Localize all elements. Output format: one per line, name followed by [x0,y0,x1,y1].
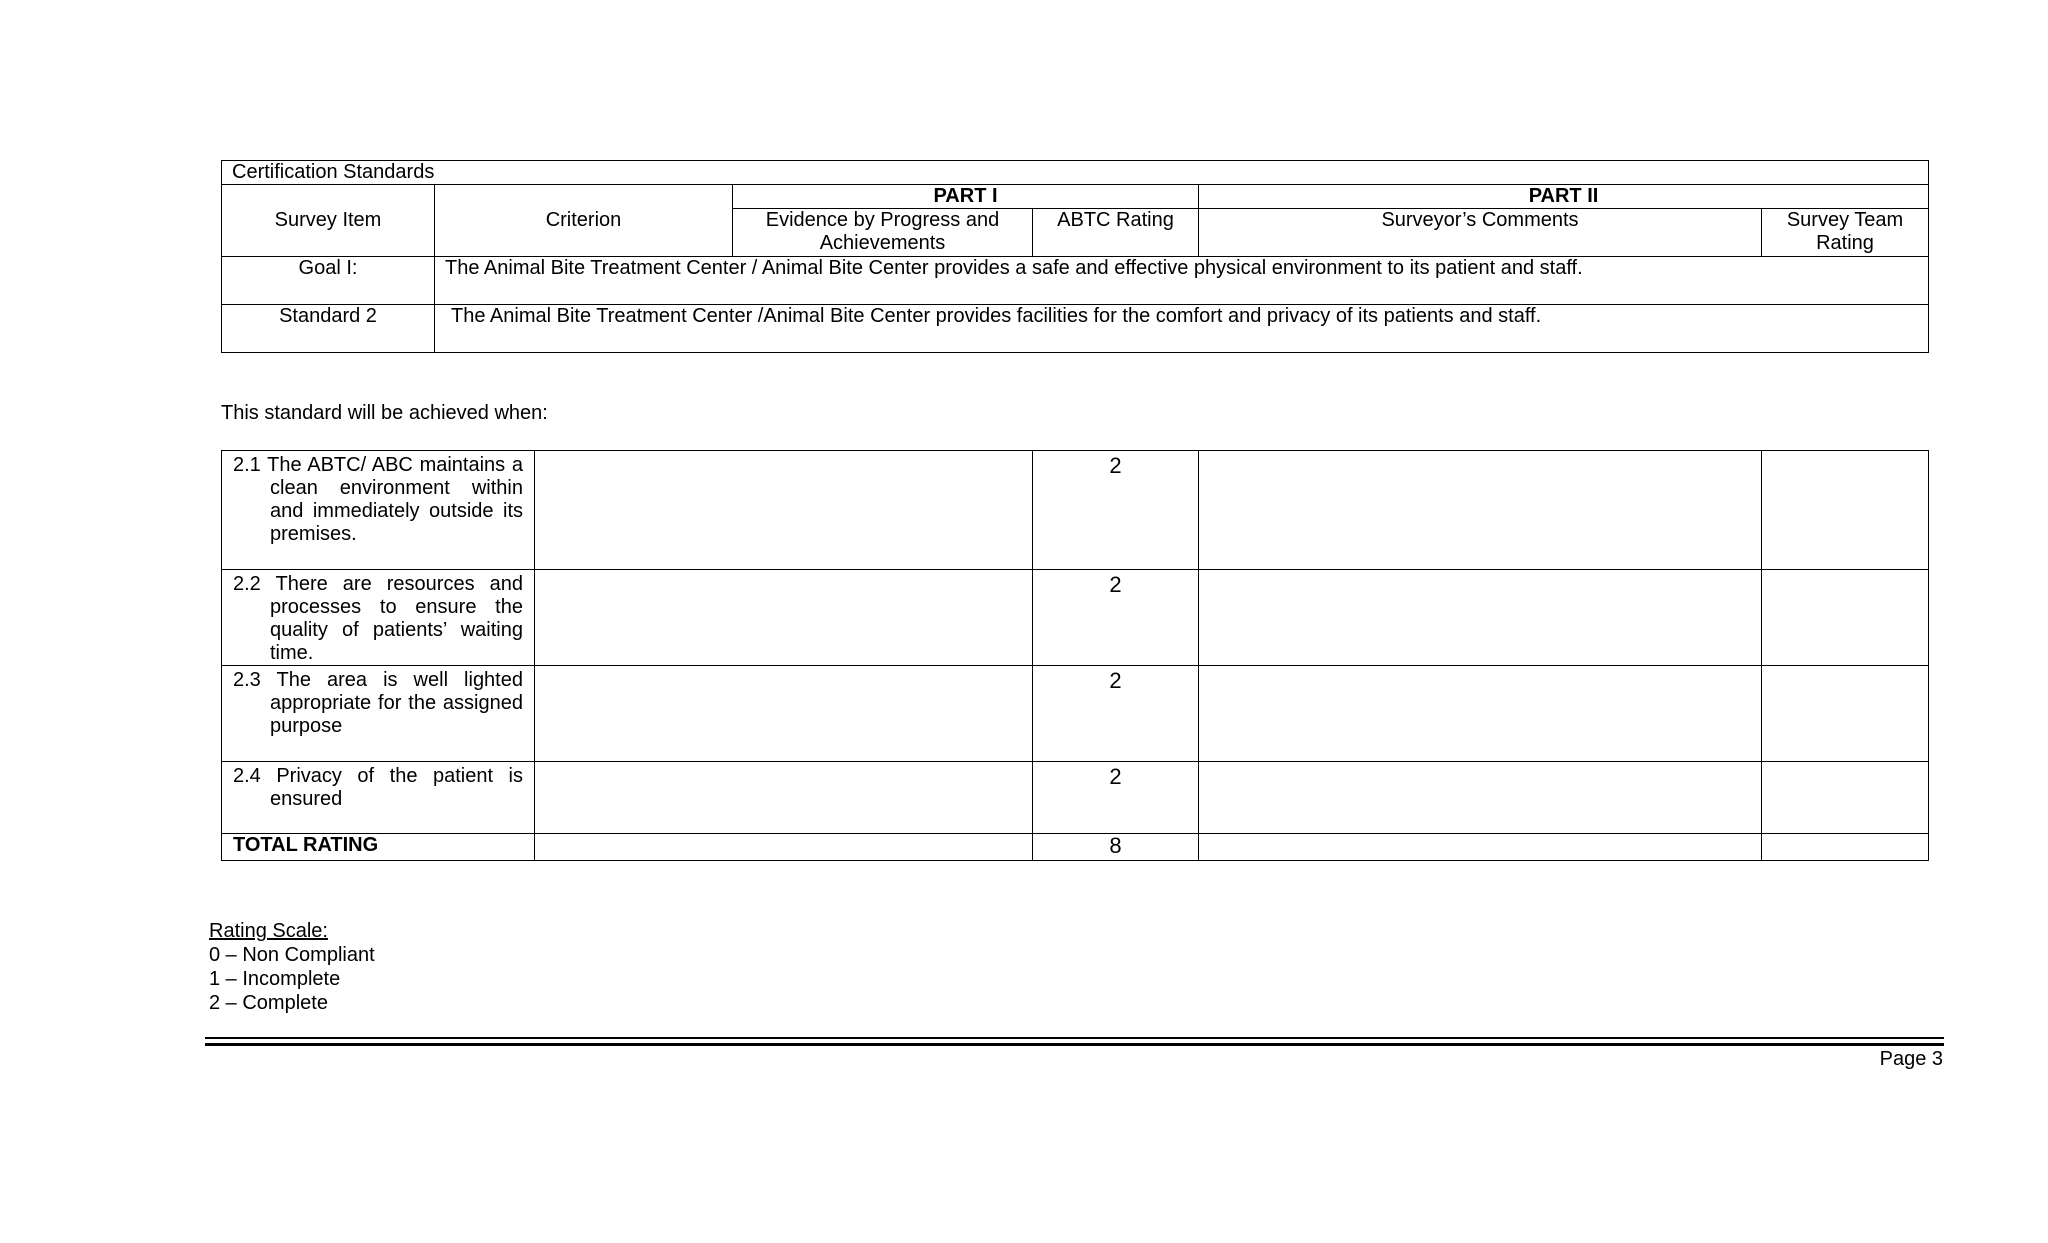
evidence-cell [535,451,1033,570]
team-rating-cell [1762,666,1929,762]
team-rating-cell [1762,451,1929,570]
intro-text: This standard will be achieved when: [221,402,548,424]
header-team-rating: Survey Team Rating [1762,209,1929,257]
abtc-rating-cell: 2 [1033,762,1199,834]
header-part-2: PART II [1199,185,1929,209]
rating-scale [209,919,375,1015]
item-cell [222,666,535,762]
comments-cell [1199,451,1762,570]
goal-label: Goal I: [222,257,435,305]
footer-rule-thick [205,1043,1944,1046]
header-abtc-rating: ABTC Rating [1033,209,1199,257]
comments-cell [1199,834,1762,861]
certification-standards-table [221,160,1929,353]
item-text: 2.4 Privacy of the patient is ensured [233,765,523,810]
item-cell [222,570,535,666]
standard-items-table [221,450,1929,861]
abtc-rating-cell: 2 [1033,570,1199,666]
item-text: 2.2 There are resources and processes to ensure the quality of patients’ waiting time. [233,573,523,664]
table-row [222,451,1929,570]
header-survey-item: Survey Item [222,185,435,257]
team-rating-cell [1762,762,1929,834]
evidence-cell [535,762,1033,834]
evidence-cell [535,666,1033,762]
table-row [222,570,1929,666]
standard-label: Standard 2 [222,305,435,353]
table-title: Certification Standards [222,161,1929,185]
table-row [222,666,1929,762]
rating-scale-title: Rating Scale: [209,920,328,942]
table-row [222,762,1929,834]
header-part-1: PART I [733,185,1199,209]
comments-cell [1199,666,1762,762]
total-rating: 8 [1033,834,1199,861]
goal-text: The Animal Bite Treatment Center / Animal Bite Center provides a safe and effective physical environment to its patient and staff. [435,257,1929,305]
standard-text: The Animal Bite Treatment Center /Animal Bite Center provides facilities for the comfort and privacy of its patients and staff. [435,305,1929,353]
header-surveyor-comments: Surveyor’s Comments [1199,209,1762,257]
comments-cell [1199,762,1762,834]
item-text: 2.1 The ABTC/ ABC maintains a clean environment within and immediately outside its premises. [233,454,523,545]
evidence-cell [535,570,1033,666]
comments-cell [1199,570,1762,666]
item-text: 2.3 The area is well lighted appropriate for the assigned purpose [233,669,523,737]
rating-scale-line: 2 – Complete [209,992,328,1014]
rating-scale-line: 1 – Incomplete [209,968,341,990]
header-criterion: Criterion [435,185,733,257]
total-row [222,834,1929,861]
item-cell [222,762,535,834]
header-evidence: Evidence by Progress and Achievements [733,209,1033,257]
rating-scale-line: 0 – Non Compliant [209,944,375,966]
team-rating-cell [1762,834,1929,861]
abtc-rating-cell: 2 [1033,666,1199,762]
item-cell [222,451,535,570]
footer-rule [205,1037,1944,1039]
page-number: Page 3 [1879,1048,1943,1070]
abtc-rating-cell: 2 [1033,451,1199,570]
team-rating-cell [1762,570,1929,666]
evidence-cell [535,834,1033,861]
total-label: TOTAL RATING [222,834,535,861]
